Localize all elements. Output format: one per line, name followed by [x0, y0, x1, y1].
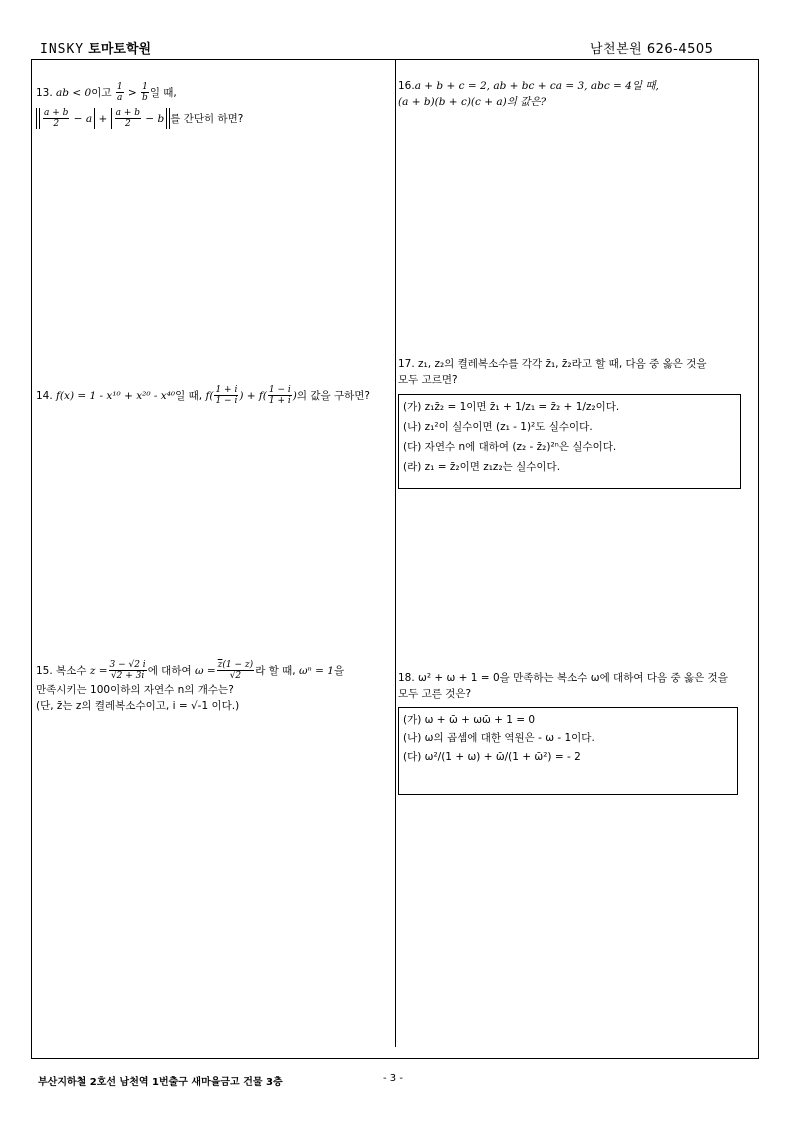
header-brand	[40, 38, 151, 57]
choice-item: (다) 자연수 n에 대하여 (z₂ - z̄₂)²ⁿ은 실수이다.	[403, 440, 617, 453]
academy-name: 토마토학원	[88, 42, 152, 57]
problem-number: 15.	[36, 664, 53, 677]
choice-item: (라) z₁ = z̄₂이면 z₁z₂는 실수이다.	[403, 460, 561, 473]
lead-text: 복소수	[56, 664, 87, 677]
choice-item: (나) z₁²이 실수이면 (z₁ - 1)²도 실수이다.	[403, 420, 593, 433]
problem-number: 18.	[398, 672, 415, 684]
problem-14: 14. f(x) = 1 - x¹⁰ + x²⁰ - x⁴⁰일 때, f( $\frac{1 + i}{1 - i}$ ) + f( $\frac{1 - i}{1 + i}$ )의 값을 구하면?	[36, 385, 370, 407]
choices-box-18	[398, 707, 738, 795]
connector-2: 라 할 때,	[255, 664, 296, 677]
problem-number: 13.	[36, 86, 53, 99]
choices-box-17	[398, 394, 741, 489]
column-divider	[395, 60, 396, 1047]
question-tail: 를 간단히 하면?	[170, 112, 244, 125]
connector: 일 때,	[175, 389, 203, 402]
problem-13: 13. ab < 0이고 $\frac{1}{a}$ > $\frac{1}{b}$ 일 때, $\frac{a + b}{2}$ − a + $\frac{a + b}{2}$ − b 를 간단히 하면?	[36, 82, 244, 130]
problem-line-1: z₁, z₂의 켤레복소수를 각각 z̄₁, z̄₂라고 할 때, 다음 중 옳은 것을	[418, 358, 707, 370]
function-def: f(x) = 1 - x¹⁰ + x²⁰ - x⁴⁰	[56, 389, 176, 402]
problem-line-2: 만족시키는 100이하의 자연수 n의 개수는?	[36, 683, 234, 696]
connector: 이고	[91, 86, 112, 99]
problem-line-2: 모두 고른 것은?	[398, 688, 472, 701]
problem-18	[398, 670, 754, 703]
branch-info: 남천본원 626-4505	[590, 42, 714, 57]
condition-tail: 일 때,	[149, 86, 177, 99]
problem-line-2: 모두 고르면?	[398, 374, 458, 387]
footer-address: 부산지하철 2호선 남천역 1번출구 새마을금고 건물 3층	[38, 1077, 283, 1088]
choice-item: (가) ω + ω̄ + ωω̄ + 1 = 0	[403, 714, 536, 726]
problem-line-3: (단, z̄는 z의 켤레복소수이고, i = √-1 이다.)	[36, 699, 240, 712]
problem-16	[398, 78, 753, 111]
choice-item: (가) z₁z̄₂ = 1이면 z̄₁ + 1/z₁ = z̄₂ + 1/z₂이다.	[403, 401, 620, 413]
problem-line-1: a + b + c = 2, ab + bc + ca = 3, abc = 4일 때,	[414, 80, 659, 92]
problem-number: 17.	[398, 358, 415, 370]
question-tail: 의 값을 구하면?	[296, 389, 370, 402]
brand-name: INSKY	[40, 42, 85, 57]
condition-tail: 을	[333, 664, 345, 677]
problem-number: 14.	[36, 389, 53, 402]
problem-number: 16.	[398, 80, 415, 92]
abs-expression-1: $\frac{a + b}{2}$ − a + $\frac{a + b}{2}$ − b	[36, 108, 170, 130]
page-number: - 3 -	[383, 1073, 403, 1084]
problem-15: 15. 복소수 z = $\frac{3 - √2 i}{√2 + 3i}$ 에 대하여 ω = $\frac{\overline{z}(1 - z)}{√2}$ 라 할 때, ωⁿ = 1을 만족시키는 100이하의 자연수 n의 개수는? (단, z̄는 z의 켤레복소수이고, i = √-1 이다.)	[36, 660, 391, 714]
condition: ab < 0	[56, 86, 92, 99]
choice-item: (나) ω의 곱셈에 대한 역원은 - ω - 1이다.	[403, 732, 595, 745]
condition: ωⁿ = 1	[298, 664, 334, 677]
problem-line-1: ω² + ω + 1 = 0을 만족하는 복소수 ω에 대하여 다음 중 옳은 것을	[418, 672, 728, 684]
connector: 에 대하여	[147, 664, 192, 677]
problem-line-2: (a + b)(b + c)(c + a)의 값은?	[398, 96, 547, 109]
problem-17	[398, 356, 754, 389]
choice-item: (다) ω²/(1 + ω) + ω̄/(1 + ω̄²) = - 2	[403, 750, 581, 763]
